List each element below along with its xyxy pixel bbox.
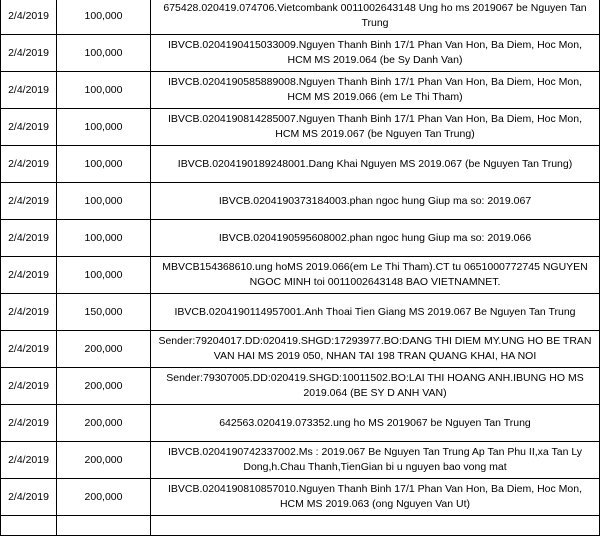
date-cell: 2/4/2019	[1, 442, 57, 479]
amount-cell: 100,000	[57, 183, 151, 220]
description-cell: IBVCB.0204190373184003.phan ngoc hung Giup ma so: 2019.067	[151, 183, 600, 220]
date-cell: 2/4/2019	[1, 479, 57, 516]
date-cell: 2/4/2019	[1, 257, 57, 294]
description-cell: IBVCB.0204190595608002.phan ngoc hung Giup ma so: 2019.066	[151, 220, 600, 257]
table-row	[1, 479, 600, 516]
table-row	[1, 405, 600, 442]
table-row	[1, 109, 600, 146]
table-row	[1, 294, 600, 331]
date-cell: 2/4/2019	[1, 109, 57, 146]
amount-cell: 100,000	[57, 35, 151, 72]
description-cell: IBVCB.0204190742337002.Ms : 2019.067 Be Nguyen Tan Trung Ap Tan Phu II,xa Tan Ly Dong,h.Chau Thanh,TienGian bi u nguyen bao vong mat	[151, 442, 600, 479]
date-cell: 2/4/2019	[1, 35, 57, 72]
description-cell: IBVCB.0204190814285007.Nguyen Thanh Binh 17/1 Phan Van Hon, Ba Diem, Hoc Mon, HCM MS 2019.067 (be Nguyen Tan Trung)	[151, 109, 600, 146]
description-cell: IBVCB.0204190114957001.Anh Thoai Tien Giang MS 2019.067 Be Nguyen Tan Trung	[151, 294, 600, 331]
description-cell: IBVCB.0204190585889008.Nguyen Thanh Binh 17/1 Phan Van Hon, Ba Diem, Hoc Mon, HCM MS 2019.066 (em Le Thi Tham)	[151, 72, 600, 109]
amount-cell: 100,000	[57, 72, 151, 109]
description-cell: IBVCB.0204190189248001.Dang Khai Nguyen MS 2019.067 (be Nguyen Tan Trung)	[151, 146, 600, 183]
description-cell: IBVCB.0204190415033009.Nguyen Thanh Binh 17/1 Phan Van Hon, Ba Diem, Hoc Mon, HCM MS 2019.064 (be Sy Danh Van)	[151, 35, 600, 72]
date-cell: 2/4/2019	[1, 368, 57, 405]
date-cell: 2/4/2019	[1, 331, 57, 368]
table-row	[1, 220, 600, 257]
description-cell: IBVCB.0204190810857010.Nguyen Thanh Binh 17/1 Phan Van Hon, Ba Diem, Hoc Mon, HCM MS 2019.063 (ong Nguyen Van Ut)	[151, 479, 600, 516]
description-cell: MBVCB154368610.ung hoMS 2019.066(em Le Thi Tham).CT tu 0651000772745 NGUYEN NGOC MINH toi 0011002643148 BAO VIETNAMNET.	[151, 257, 600, 294]
amount-cell: 200,000	[57, 479, 151, 516]
date-cell: 2/4/2019	[1, 220, 57, 257]
table-row	[1, 368, 600, 405]
table-row	[1, 183, 600, 220]
amount-cell: 100,000	[57, 220, 151, 257]
description-cell: 642563.020419.073352.ung ho MS 2019067 be Nguyen Tan Trung	[151, 405, 600, 442]
amount-cell: 100,000	[57, 0, 151, 35]
table-row	[1, 331, 600, 368]
amount-cell: 100,000	[57, 146, 151, 183]
description-cell: Sender:79307005.DD:020419.SHGD:10011502.BO:LAI THI HOANG ANH.IBUNG HO MS 2019.064 (BE SY D ANH VAN)	[151, 368, 600, 405]
date-cell: 2/4/2019	[1, 294, 57, 331]
date-cell: 2/4/2019	[1, 405, 57, 442]
amount-cell: 150,000	[57, 294, 151, 331]
date-cell: 2/4/2019	[1, 183, 57, 220]
amount-cell: 200,000	[57, 442, 151, 479]
description-cell: 675428.020419.074706.Vietcombank 0011002643148 Ung ho ms 2019067 be Nguyen Tan Trung	[151, 0, 600, 35]
amount-cell: 200,000	[57, 331, 151, 368]
table-row	[1, 72, 600, 109]
amount-cell: 100,000	[57, 257, 151, 294]
table-row	[1, 257, 600, 294]
table-row	[1, 0, 600, 35]
description-cell: Sender:79204017.DD:020419.SHGD:17293977.BO:DANG THI DIEM MY.UNG HO BE TRAN VAN HAI MS 2019 050, NHAN TAI 198 TRAN QUANG KHAI, HA NOI	[151, 331, 600, 368]
table-row	[1, 35, 600, 72]
amount-cell: 200,000	[57, 368, 151, 405]
table-row	[1, 146, 600, 183]
date-cell: 2/4/2019	[1, 146, 57, 183]
amount-cell: 100,000	[57, 109, 151, 146]
table-row	[1, 442, 600, 479]
date-cell: 2/4/2019	[1, 72, 57, 109]
amount-cell: 200,000	[57, 405, 151, 442]
date-cell: 2/4/2019	[1, 0, 57, 35]
